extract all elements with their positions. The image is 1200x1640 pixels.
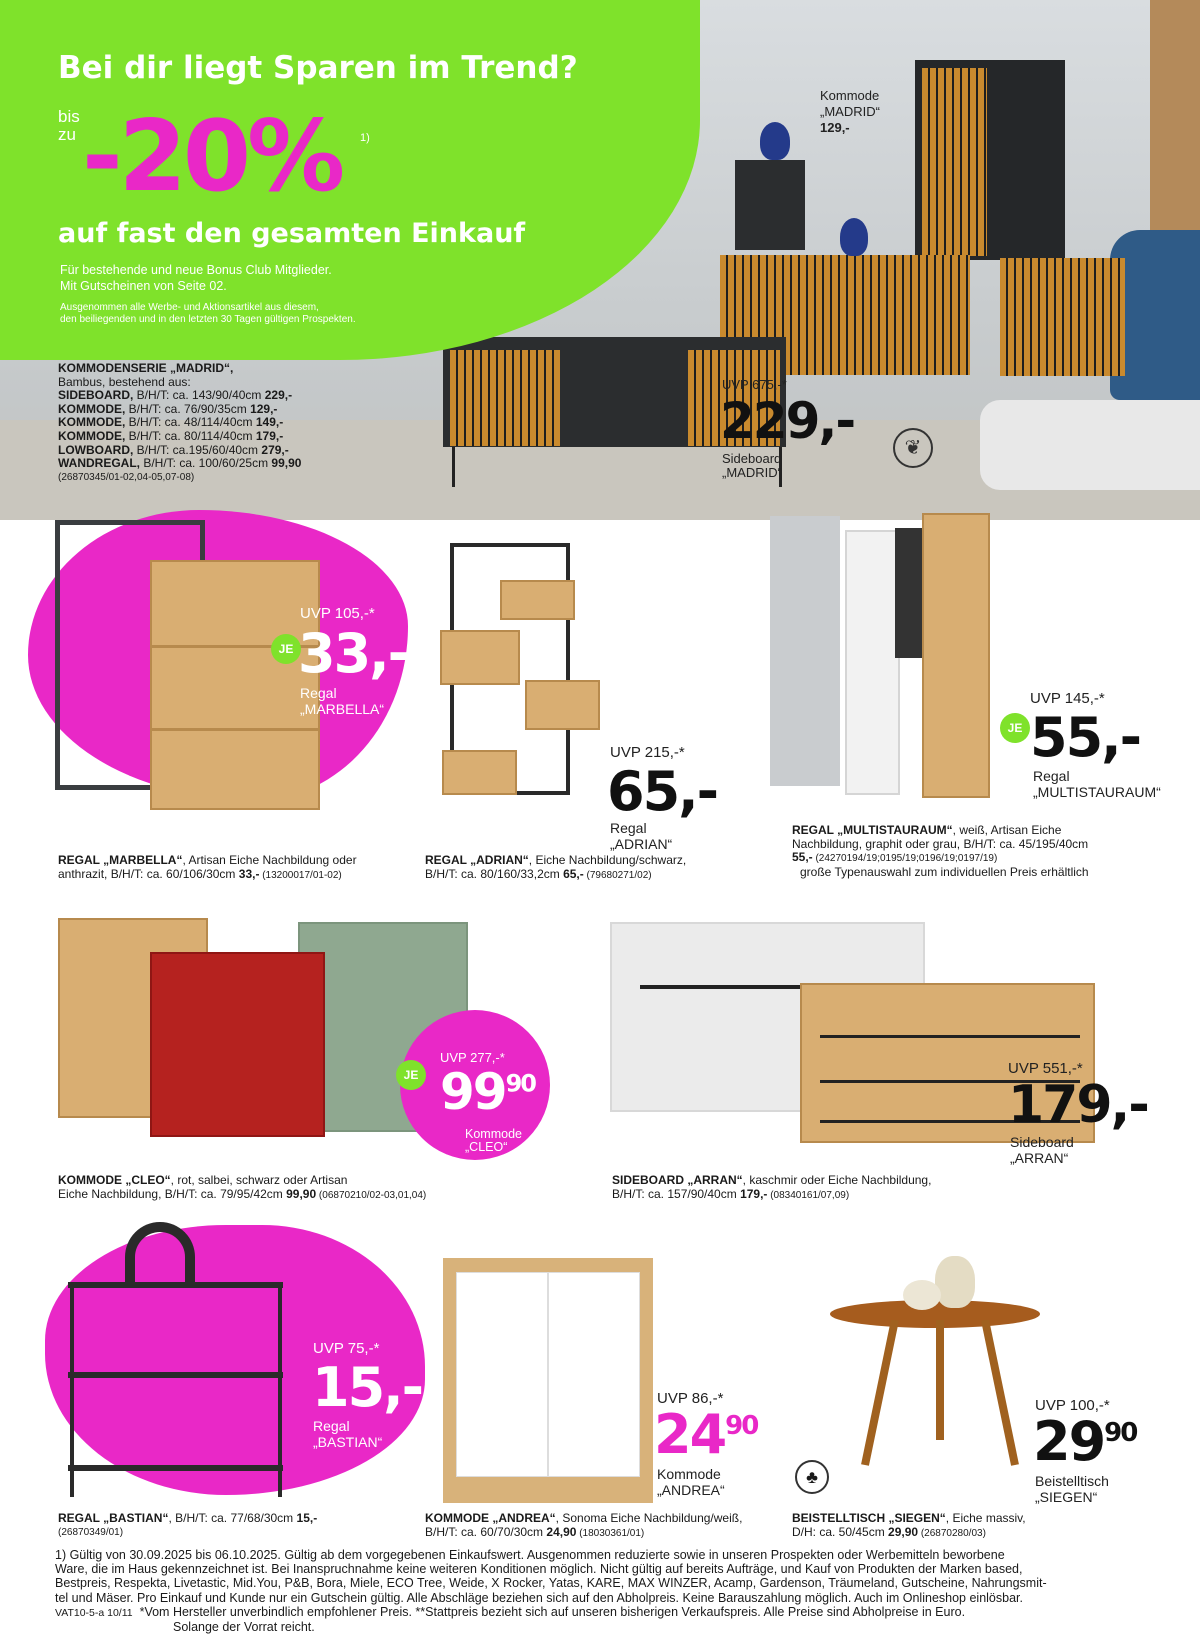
promo-exclusions: Ausgenommen alle Werbe- und Aktionsartikel aus diesem, den beiliegenden und in den letzten 30 Tagen gültigen Prospekten.: [60, 302, 356, 325]
madrid-spec-row-type: WANDREGAL,: [58, 456, 140, 471]
vase: [760, 122, 790, 160]
madrid-spec-row-price: 179,-: [255, 428, 284, 443]
tree-icon: ♣: [795, 1460, 829, 1494]
madrid-spec-row-size: B/H/T: ca. 48/114/40cm: [125, 415, 256, 430]
bastian-label: Regal „BASTIAN“: [313, 1418, 383, 1450]
madrid-spec-row: [58, 457, 388, 471]
promo-conditions: Für bestehende und neue Bonus Club Mitglieder. Mit Gutscheinen von Seite 02.: [60, 263, 332, 293]
madrid-spec-row-price: 99,90: [271, 456, 302, 471]
promo-footnote-mark: 1): [360, 132, 370, 144]
cleo-price: $99^{90}$: [440, 1063, 535, 1121]
bamboo-icon: ❦: [893, 428, 933, 468]
marbella-label: Regal „MARBELLA“: [300, 685, 385, 717]
andrea-spec: KOMMODE „ANDREA“, Sonoma Eiche Nachbildung/weiß, B/H/T: ca. 60/70/30cm 24,90 (18030361/01): [425, 1511, 743, 1539]
promo-title: Bei dir liegt Sparen im Trend?: [58, 50, 578, 86]
bastian-shelf: [68, 1372, 283, 1378]
je-badge: JE: [271, 634, 301, 664]
arran-price: 179,-: [1008, 1075, 1148, 1135]
madrid-wall-shelf: [735, 160, 805, 250]
cleo-red: [150, 952, 325, 1137]
arran-label: Sideboard „ARRAN“: [1010, 1134, 1074, 1166]
adrian-box: [500, 580, 575, 620]
andrea-door-split: [547, 1272, 549, 1477]
adrian-box: [442, 750, 517, 795]
siegen-uvp: UVP 100,-*: [1035, 1397, 1110, 1414]
bastian-leg: [278, 1282, 282, 1497]
marbella-price: 33,-: [298, 622, 409, 685]
andrea-uvp: UVP 86,-*: [657, 1390, 724, 1407]
madrid-price: 229,-: [720, 392, 855, 450]
siegen-vase: [935, 1256, 975, 1308]
cleo-label: Kommode „CLEO“: [465, 1127, 522, 1154]
multistauraum-grey: [770, 516, 840, 786]
bastian-shelf: [68, 1465, 283, 1471]
promo-discount: -20%: [82, 100, 342, 214]
madrid-spec-row-type: KOMMODE,: [58, 415, 126, 430]
promo-subtitle: auf fast den gesamten Einkauf: [58, 218, 526, 249]
madrid-spec-row: [58, 444, 388, 458]
adrian-spec: REGAL „ADRIAN“, Eiche Nachbildung/schwarz, B/H/T: ca. 80/160/33,2cm 65,- (79680271/02): [425, 853, 687, 881]
madrid-spec-row-type: KOMMODE,: [58, 401, 126, 416]
adrian-label: Regal „ADRIAN“: [610, 820, 673, 852]
marbella-spec: REGAL „MARBELLA“, Artisan Eiche Nachbildung oder anthrazit, B/H/T: ca. 60/106/30cm 33,- (13200017/01-02): [58, 853, 357, 881]
bastian-leg: [70, 1282, 74, 1497]
madrid-spec-row-price: 129,-: [250, 401, 278, 416]
madrid-lowboard-door-left: [450, 350, 560, 446]
madrid-kommode: [1000, 258, 1125, 376]
siegen-label: Beistelltisch „SIEGEN“: [1035, 1473, 1109, 1505]
bastian-price: 15,-: [312, 1356, 423, 1419]
madrid-spec-row-size: B/H/T: ca. 100/60/25cm: [140, 456, 272, 471]
madrid-spec-row-size: B/H/T: ca. 143/90/40cm: [133, 388, 265, 403]
madrid-spec-row: [58, 416, 388, 430]
madrid-spec-row-price: 229,-: [264, 388, 293, 403]
multistauraum-price: 55,-: [1030, 706, 1141, 769]
madrid-spec: KOMMODENSERIE „MADRID“, Bambus, bestehend aus: SIDEBOARD, B/H/T: ca. 143/90/40cm 229,- KOMMODE, B/H/T: ca. 76/90/35cm 129,- KOMMODE, B/H/T: ca. 48/114/40cm 149,- KOMMODE, B/H/T: ca. 80/114/40cm 179,- LOWBOARD, B/H/T: ca.195/60/40cm 279,- WANDREGAL, B/H/T: ca. 100/60/25cm 99,90 (26870345/01-02,04-05,07-08): [58, 362, 388, 484]
madrid-spec-row-type: SIDEBOARD,: [58, 388, 134, 403]
siegen-spec: BEISTELLTISCH „SIEGEN“, Eiche massiv, D/H: ca. 50/45cm 29,90 (26870280/03): [792, 1511, 1026, 1539]
siegen-price: $29^{90}$: [1033, 1410, 1137, 1473]
marbella-shelf-oak: [150, 560, 320, 810]
madrid-spec-row-size: B/H/T: ca. 76/90/35cm: [125, 401, 251, 416]
madrid-spec-row: [58, 430, 388, 444]
adrian-price: 65,-: [607, 760, 718, 823]
je-badge: JE: [1000, 713, 1030, 743]
cleo-uvp: UVP 277,-*: [440, 1050, 505, 1065]
multistauraum-white: [845, 530, 900, 795]
madrid-spec-row-price: 149,-: [255, 415, 284, 430]
adrian-box: [440, 630, 520, 685]
arran-spec: SIDEBOARD „ARRAN“, kaschmir oder Eiche Nachbildung, B/H/T: ca. 157/90/40cm 179,- (08340161/07,09): [612, 1173, 932, 1201]
madrid-kommode-tag: Kommode „MADRID“ 129,-: [820, 88, 880, 135]
multistauraum-uvp: UVP 145,-*: [1030, 690, 1105, 707]
madrid-tall-door: [922, 68, 987, 256]
madrid-label: Sideboard „MADRID“: [722, 451, 782, 480]
andrea-label: Kommode „ANDREA“: [657, 1466, 725, 1498]
madrid-spec-row-size: B/H/T: ca.195/60/40cm: [133, 442, 262, 457]
multistauraum-spec: REGAL „MULTISTAURAUM“, weiß, Artisan Eiche Nachbildung, graphit oder grau, B/H/T: ca. 45/195/40cm 55,- (24270194/19;0195/19;0196/19;0197/19) große Typenauswahl zum individuellen Preis erhältlich: [792, 823, 1089, 879]
madrid-spec-row: [58, 403, 388, 417]
shelf-board: [150, 728, 320, 731]
madrid-spec-row-price: 279,-: [261, 442, 289, 457]
madrid-uvp: UVP 675,-*: [722, 377, 787, 392]
cleo-spec: KOMMODE „CLEO“, rot, salbei, schwarz oder Artisan Eiche Nachbildung, B/H/T: ca. 79/95/42cm 99,90 (06870210/02-03,01,04): [58, 1173, 427, 1201]
madrid-spec-row: [58, 389, 388, 403]
promo-bis: bis zu: [58, 107, 80, 144]
bastian-spec: REGAL „BASTIAN“, B/H/T: ca. 77/68/30cm 15,- (26870349/01): [58, 1511, 318, 1538]
adrian-box: [525, 680, 600, 730]
arran-uvp: UVP 551,-*: [1008, 1060, 1083, 1077]
multistauraum-label: Regal „MULTISTAURAUM“: [1033, 768, 1161, 800]
madrid-spec-row-size: B/H/T: ca. 80/114/40cm: [125, 428, 256, 443]
decor-vase: [125, 1222, 195, 1284]
siegen-vase: [903, 1280, 941, 1310]
sofa: [980, 400, 1200, 490]
adrian-uvp: UVP 215,-*: [610, 744, 685, 761]
multistauraum-oak: [922, 513, 990, 798]
legal-footer: 1) Gültig von 30.09.2025 bis 06.10.2025. Gültig ab dem vorgegebenen Einkaufswert. Ausgenommen reduzierte sowie in unseren Prospekten oder Werbemitteln beworbene Ware, die im Haus gekennzeichnet ist. Bei Inanspruchnahme keine weiteren Konditionen möglich. Nicht gültig auf bereits Aufträge, und Kauf von Produkten der Marken based, Bestpreis, Respekta, Livetastic, Mid.You, P&B, Bora, Miele, ECO Tree, Weide, X Rocker, Yatas, KARE, MAX WINZER, Acamp, Gardenson, Träumeland, Gutscheine, Nahrungsmit- tel und Mäser. Pro Einkauf und Kunde nur ein Gutschein gültig. Alle Abschläge beziehen sich auf den Abholpreis. Keine Barauszahlung möglich. Auch im Onlineshop einlösbar. VAT10-5-a 10/11 *Vom Hersteller unverbindlich empfohlener Preis. **Stattpreis bezieht sich auf unseren bisherigen Verkaufspreis. Alle Preise sind Abholpreise in Euro. Solange der Vorrat reicht.: [55, 1548, 1047, 1635]
vase: [840, 218, 868, 256]
madrid-spec-row-type: LOWBOARD,: [58, 442, 134, 457]
arran-handle-line: [820, 1035, 1080, 1038]
andrea-price: $24^{90}$: [654, 1403, 758, 1466]
siegen-legs: [840, 1320, 1040, 1470]
madrid-spec-row-type: KOMMODE,: [58, 428, 126, 443]
je-badge: JE: [396, 1060, 426, 1090]
bastian-uvp: UVP 75,-*: [313, 1340, 380, 1357]
marbella-uvp: UVP 105,-*: [300, 605, 375, 622]
